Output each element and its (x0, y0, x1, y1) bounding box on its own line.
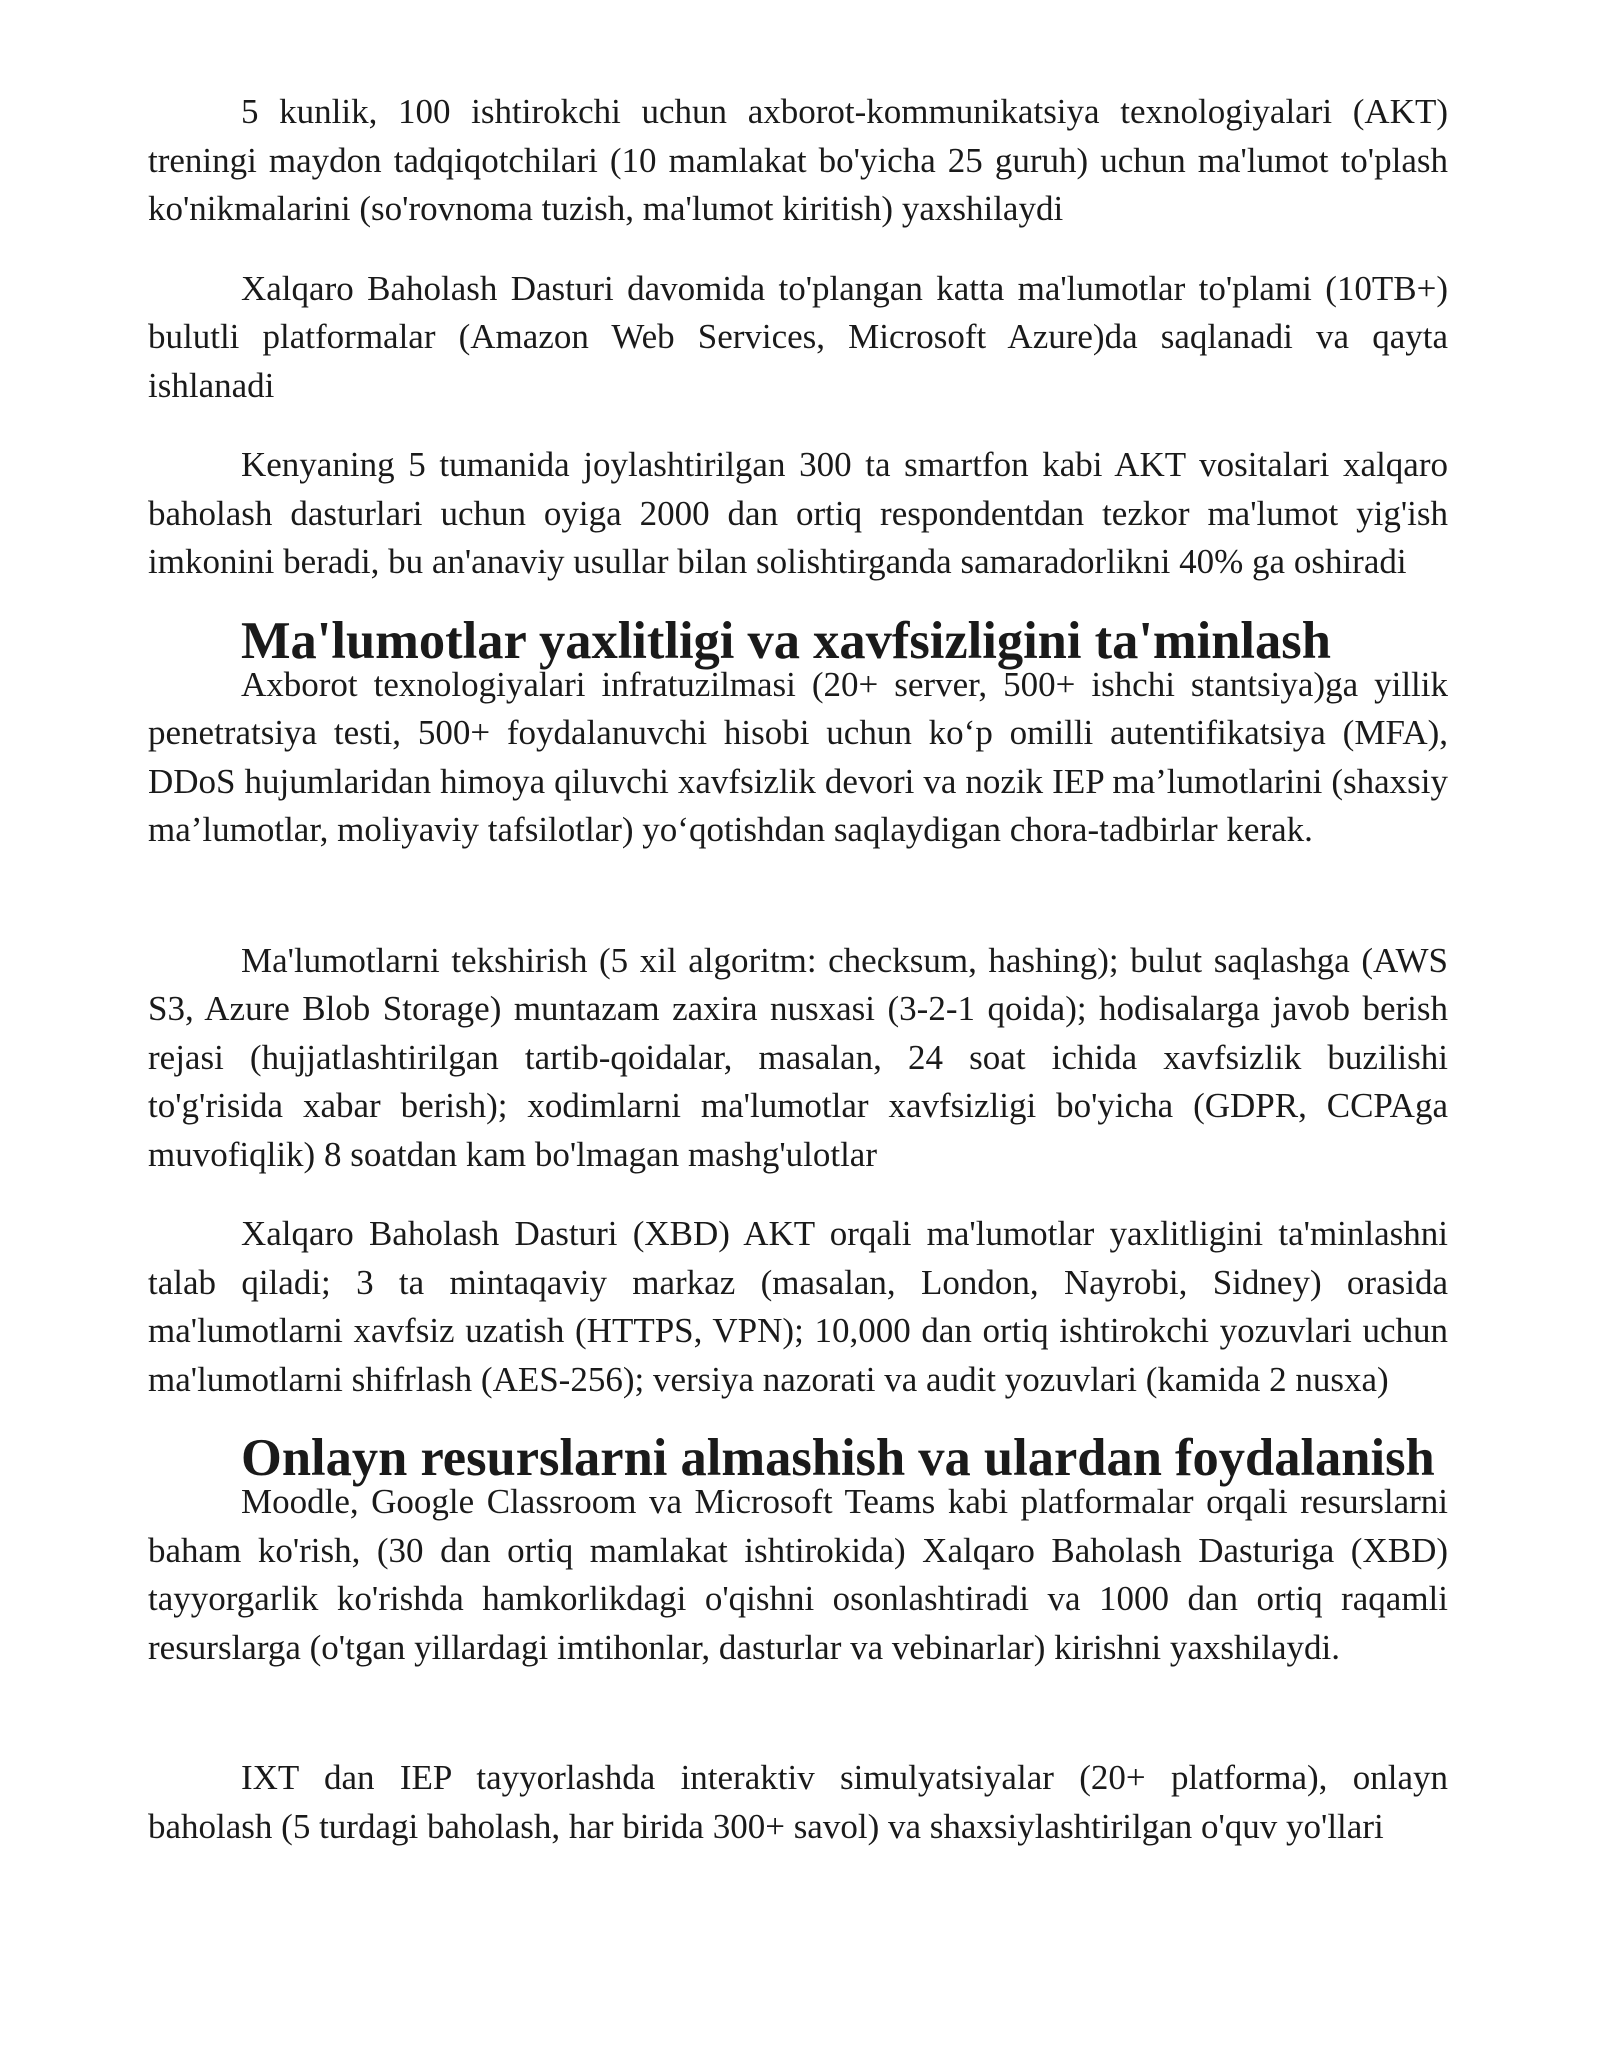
paragraph-cloud-storage: Xalqaro Baholash Dasturi davomida to'plangan katta ma'lumotlar to'plami (10TB+) bulutli platformalar (Amazon Web Services, Microsoft Azure)da saqlanadi va qayta ishlanadi (148, 268, 1448, 405)
paragraph-it-infrastructure: Axborot texnologiyalari infratuzilmasi (20+ server, 500+ ishchi stantsiya)ga yillik penetratsiya testi, 500+ foydalanuvchi hisobi uchun ko‘p omilli autentifikatsiya (MFA), DDoS hujumlaridan himoya qiluvchi xavfsizlik devori va nozik IEP ma’lumotlarini (shaxsiy ma’lumotlar, moliyaviy tafsilotlar) yo‘qotishdan saqlaydigan chora-tadbirlar kerak. (148, 664, 1448, 849)
paragraph-ict-training: 5 kunlik, 100 ishtirokchi uchun axborot-kommunikatsiya texnologiyalari (AKT) treningi maydon tadqiqotchilari (10 mamlakat bo'yicha 25 guruh) uchun ma'lumot to'plash ko'nikmalarini (so'rovnoma tuzish, ma'lumot kiritish) yaxshilaydi (148, 92, 1448, 228)
paragraph-data-verification: Ma'lumotlarni tekshirish (5 xil algoritm: checksum, hashing); bulut saqlashga (AWS S3, Azure Blob Storage) muntazam zaxira nusxasi (3-2-1 qoida); hodisalarga javob berish rejasi (hujjatlashtirilgan tartib-qoidalar, masalan, 24 soat ichida xavfsizlik buzilishi to'g'risida xabar berish); xodimlarni ma'lumotlar xavfsizligi bo'yicha (GDPR, CCPAga muvofiqlik) 8 soatdan kam bo'lmagan mashg'ulotlar (148, 940, 1448, 1174)
section-heading-data-integrity: Ma'lumotlar yaxlitligi va xavfsizligini ta'minlash (241, 611, 1331, 670)
paragraph-kenya-smartphones: Kenyaning 5 tumanida joylashtirilgan 300 ta smartfon kabi AKT vositalari xalqaro baholash dasturlari uchun oyiga 2000 dan ortiq respondentdan tezkor ma'lumot yig'ish imkonini beradi, bu an'anaviy usullar bilan solishtirganda samaradorlikni 40% ga oshiradi (148, 445, 1448, 581)
document-page (148, 88, 1448, 1851)
section-heading-online-resources: Onlayn resurslarni almashish va ulardan foydalanish (241, 1429, 1435, 1487)
paragraph-xbd-integrity: Xalqaro Baholash Dasturi (XBD) AKT orqali ma'lumotlar yaxlitligini ta'minlashni talab qiladi; 3 ta mintaqaviy markaz (masalan, London, Nayrobi, Sidney) orasida ma'lumotlarni xavfsiz uzatish (HTTPS, VPN); 10,000 dan ortiq ishtirokchi yozuvlari uchun ma'lumotlarni shifrlash (AES-256); versiya nazorati va audit yozuvlari (kamida 2 nusxa) (148, 1214, 1448, 1399)
paragraph-resource-sharing: Moodle, Google Classroom va Microsoft Teams kabi platformalar orqali resurslarni baham ko'rish, (30 dan ortiq mamlakat ishtirokida) Xalqaro Baholash Dasturiga (XBD) tayyorgarlik ko'rishda hamkorlikdagi o'qishni osonlashtiradi va 1000 dan ortiq raqamli resurslarga (o'tgan yillardagi imtihonlar, dasturlar va vebinarlar) kirishni yaxshilaydi. (148, 1482, 1448, 1667)
paragraph-ixt-iep: IXT dan IEP tayyorlashda interaktiv simulyatsiyalar (20+ platforma), onlayn baholash (5 turdagi baholash, har birida 300+ savol) va shaxsiylashtirilgan o'quv yo'llari (148, 1758, 1448, 1846)
